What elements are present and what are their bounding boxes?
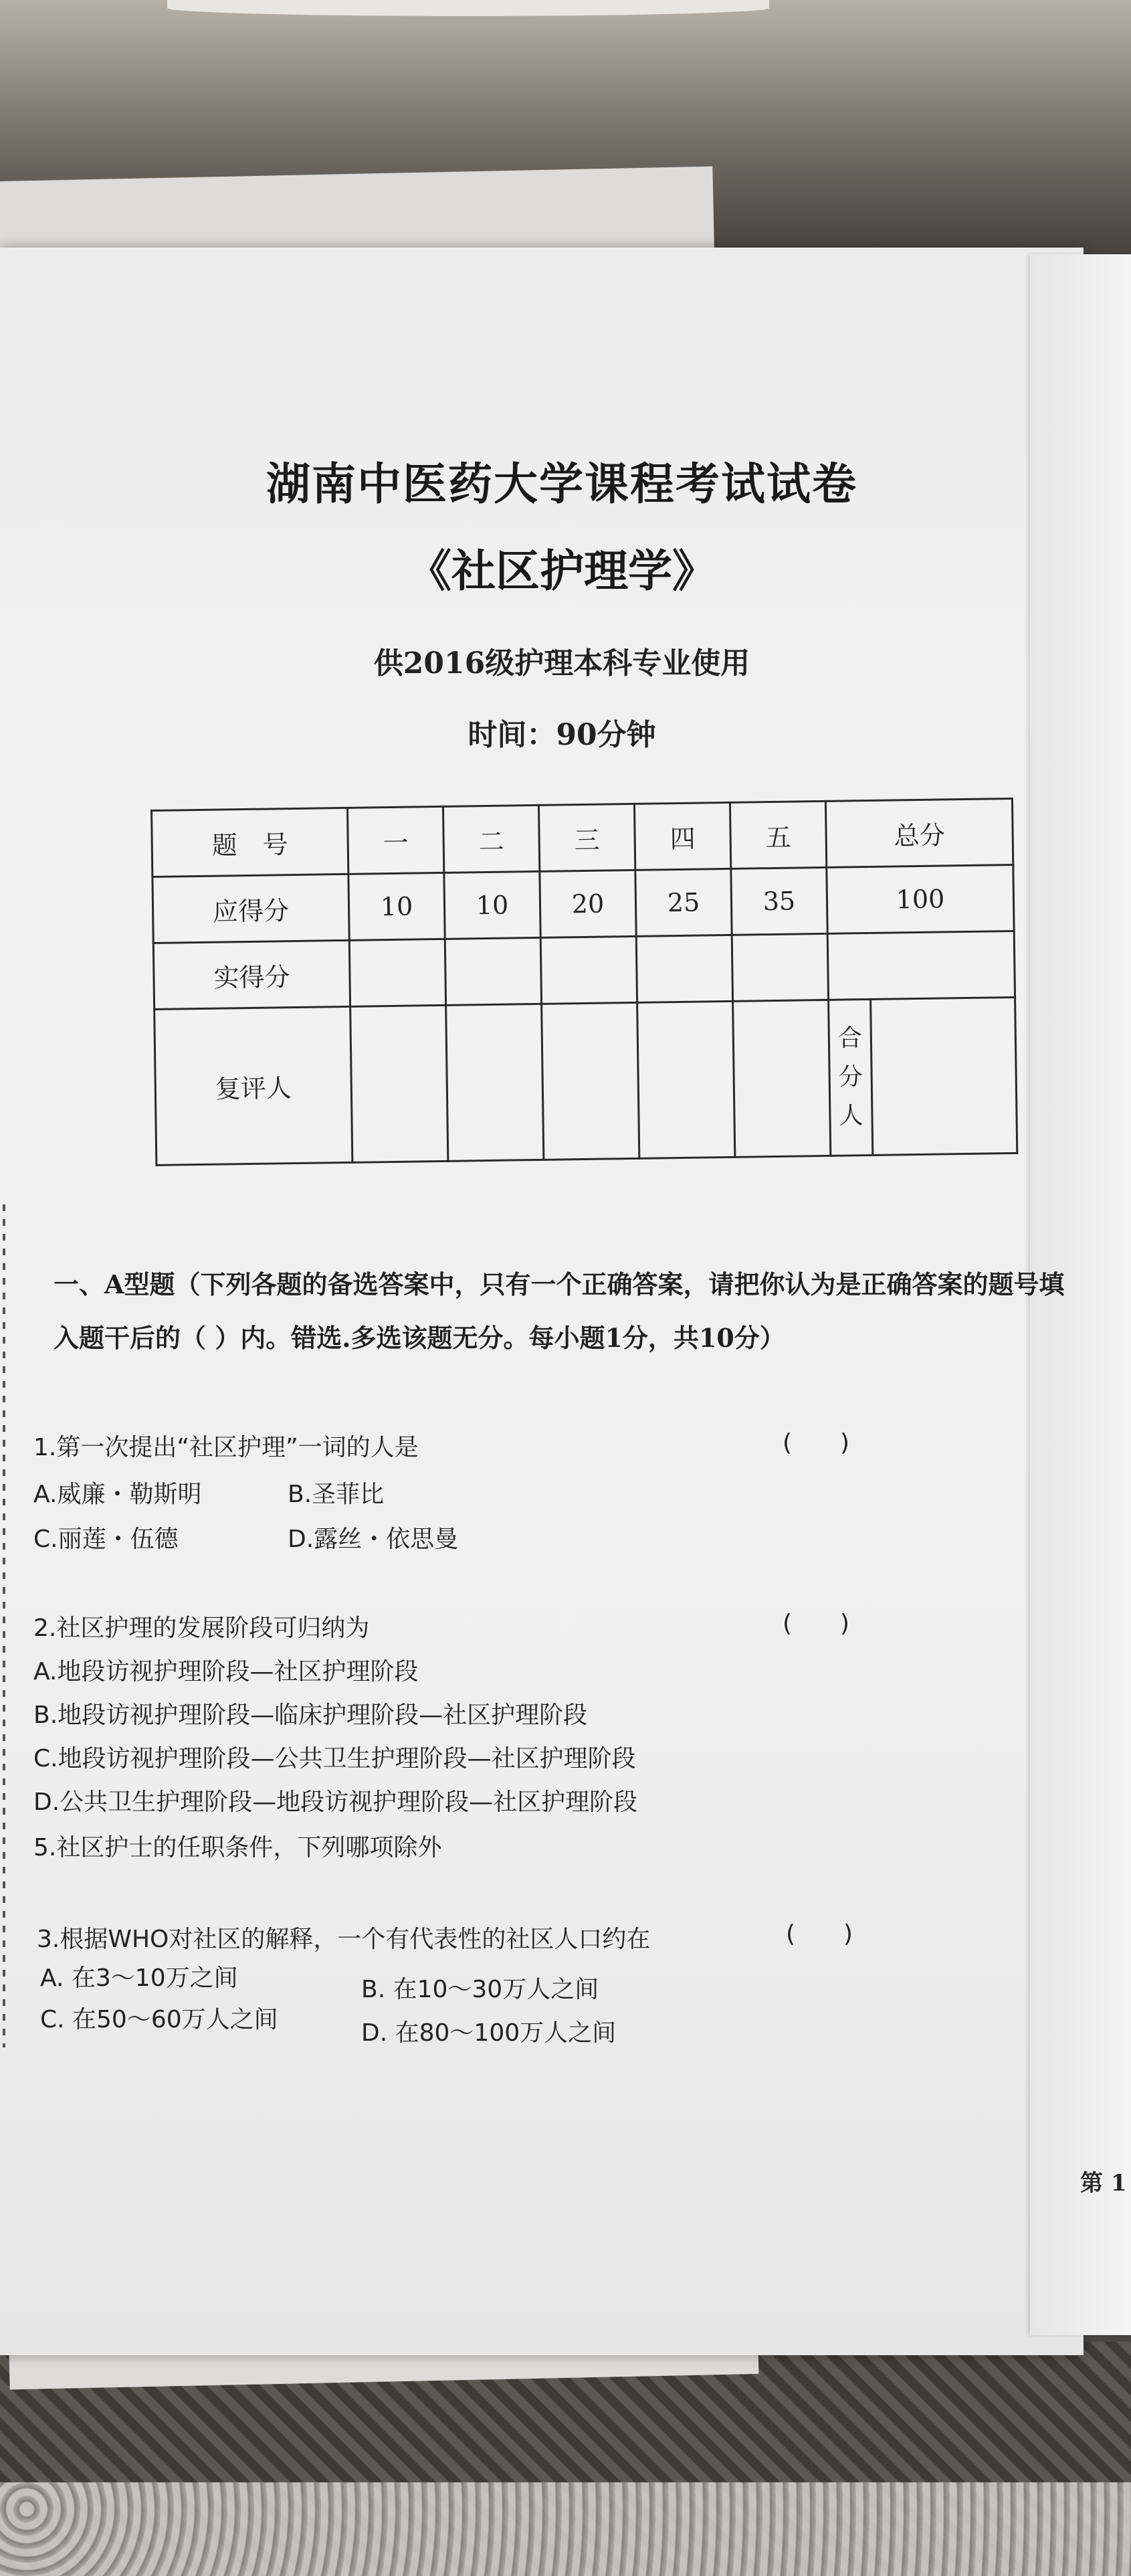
expected-score-cell: 20 [540, 870, 636, 937]
tally-signature-cell[interactable] [871, 997, 1017, 1155]
reviewer-cell[interactable] [446, 1004, 544, 1161]
reviewer-cell[interactable] [350, 1005, 448, 1162]
expected-total-cell: 100 [827, 864, 1014, 933]
actual-score-cell[interactable] [445, 937, 541, 1005]
column-header: 四 [634, 802, 730, 870]
actual-total-cell[interactable] [827, 931, 1015, 1000]
expected-score-cell: 25 [635, 868, 732, 936]
question-3-option-d: D. 在80～100万人之间 [361, 2019, 617, 2047]
tally-label-cell [829, 999, 873, 1156]
section-a-heading-line1: 一、A型题（下列各题的备选答案中，只有一个正确答案，请把你认为是正确答案的题号填 [54, 1269, 1065, 1299]
reviewer-cell[interactable] [542, 1002, 639, 1160]
binding-line [3, 1204, 5, 2047]
actual-label-cell: 实得分 [153, 940, 350, 1009]
question-1-option-a: A.威廉・勒斯明 [33, 1481, 202, 1508]
section-a-heading-line2: 入题干后的（ ）内。错选.多选该题无分。每小题1分，共10分） [54, 1323, 785, 1353]
question-2-option-b: B.地段访视护理阶段—临床护理阶段—社区护理阶段 [33, 1701, 588, 1729]
question-2-option-c: C.地段访视护理阶段—公共卫生护理阶段—社区护理阶段 [33, 1745, 636, 1772]
section-a-heading [54, 1258, 1124, 1365]
question-2-answer-parens[interactable]: ( ) [783, 1610, 850, 1637]
actual-score-cell[interactable] [732, 933, 828, 1001]
header-label-cell: 题 号 [152, 808, 348, 877]
column-header: 二 [443, 805, 539, 872]
reviewer-label-cell: 复评人 [155, 1006, 352, 1165]
question-2-option-d: D.公共卫生护理阶段—地段访视护理阶段—社区护理阶段 [33, 1788, 638, 1816]
expected-label-cell: 应得分 [152, 874, 349, 943]
question-3-option-c: C. 在50～60万人之间 [40, 2006, 278, 2033]
background-highlight [167, 0, 769, 16]
question-3-answer-parens[interactable]: ( ) [786, 1920, 853, 1948]
actual-score-cell[interactable] [636, 935, 732, 1002]
question-1-answer-parens[interactable]: ( ) [783, 1429, 850, 1457]
column-header: 三 [538, 804, 635, 871]
question-5-stem: 5.社区护士的任职条件，下列哪项除外 [33, 1834, 442, 1861]
page-number: 第 1 [1080, 2170, 1127, 2197]
actual-score-cell[interactable] [540, 936, 637, 1004]
course-title: 《社区护理学》 [407, 545, 716, 597]
question-1-option-d: D.露丝・依思曼 [288, 1526, 459, 1553]
time-line: 时间：90分钟 [468, 718, 656, 752]
expected-score-cell: 10 [348, 872, 445, 940]
exam-title: 湖南中医药大学课程考试试卷 [266, 458, 857, 510]
tally-label-char: 分 [838, 1063, 863, 1091]
question-1-option-b: B.圣菲比 [288, 1481, 385, 1508]
question-3-option-b: B. 在10～30万人之间 [361, 1976, 599, 2003]
total-header: 总分 [825, 799, 1013, 868]
reviewer-cell[interactable] [733, 1000, 831, 1157]
table-row [155, 997, 1017, 1165]
actual-score-cell[interactable] [349, 939, 445, 1006]
question-1-stem: 1.第一次提出“社区护理”一词的人是 [33, 1434, 419, 1461]
table-row [152, 799, 1013, 877]
column-header: 五 [730, 801, 826, 868]
table-row [153, 931, 1015, 1009]
tally-label-char: 人 [839, 1102, 863, 1130]
question-1-option-c: C.丽莲・伍德 [33, 1526, 179, 1553]
usage-line: 供2016级护理本科专业使用 [373, 646, 750, 680]
background-cloth [0, 2482, 1131, 2576]
expected-score-cell: 35 [731, 867, 827, 935]
question-3-option-a: A. 在3～10万之间 [40, 1964, 238, 1992]
expected-score-cell: 10 [444, 871, 540, 939]
question-2-stem: 2.社区护理的发展阶段可归纳为 [33, 1615, 370, 1642]
question-3-stem: 3.根据WHO对社区的解释，一个有代表性的社区人口约在 [37, 1926, 651, 1953]
table-row [152, 864, 1014, 943]
tally-label-char: 合 [837, 1024, 863, 1052]
column-header: 一 [347, 806, 443, 874]
reviewer-cell[interactable] [637, 1001, 735, 1158]
score-table [150, 798, 1018, 1166]
question-2-option-a: A.地段访视护理阶段—社区护理阶段 [33, 1658, 419, 1685]
